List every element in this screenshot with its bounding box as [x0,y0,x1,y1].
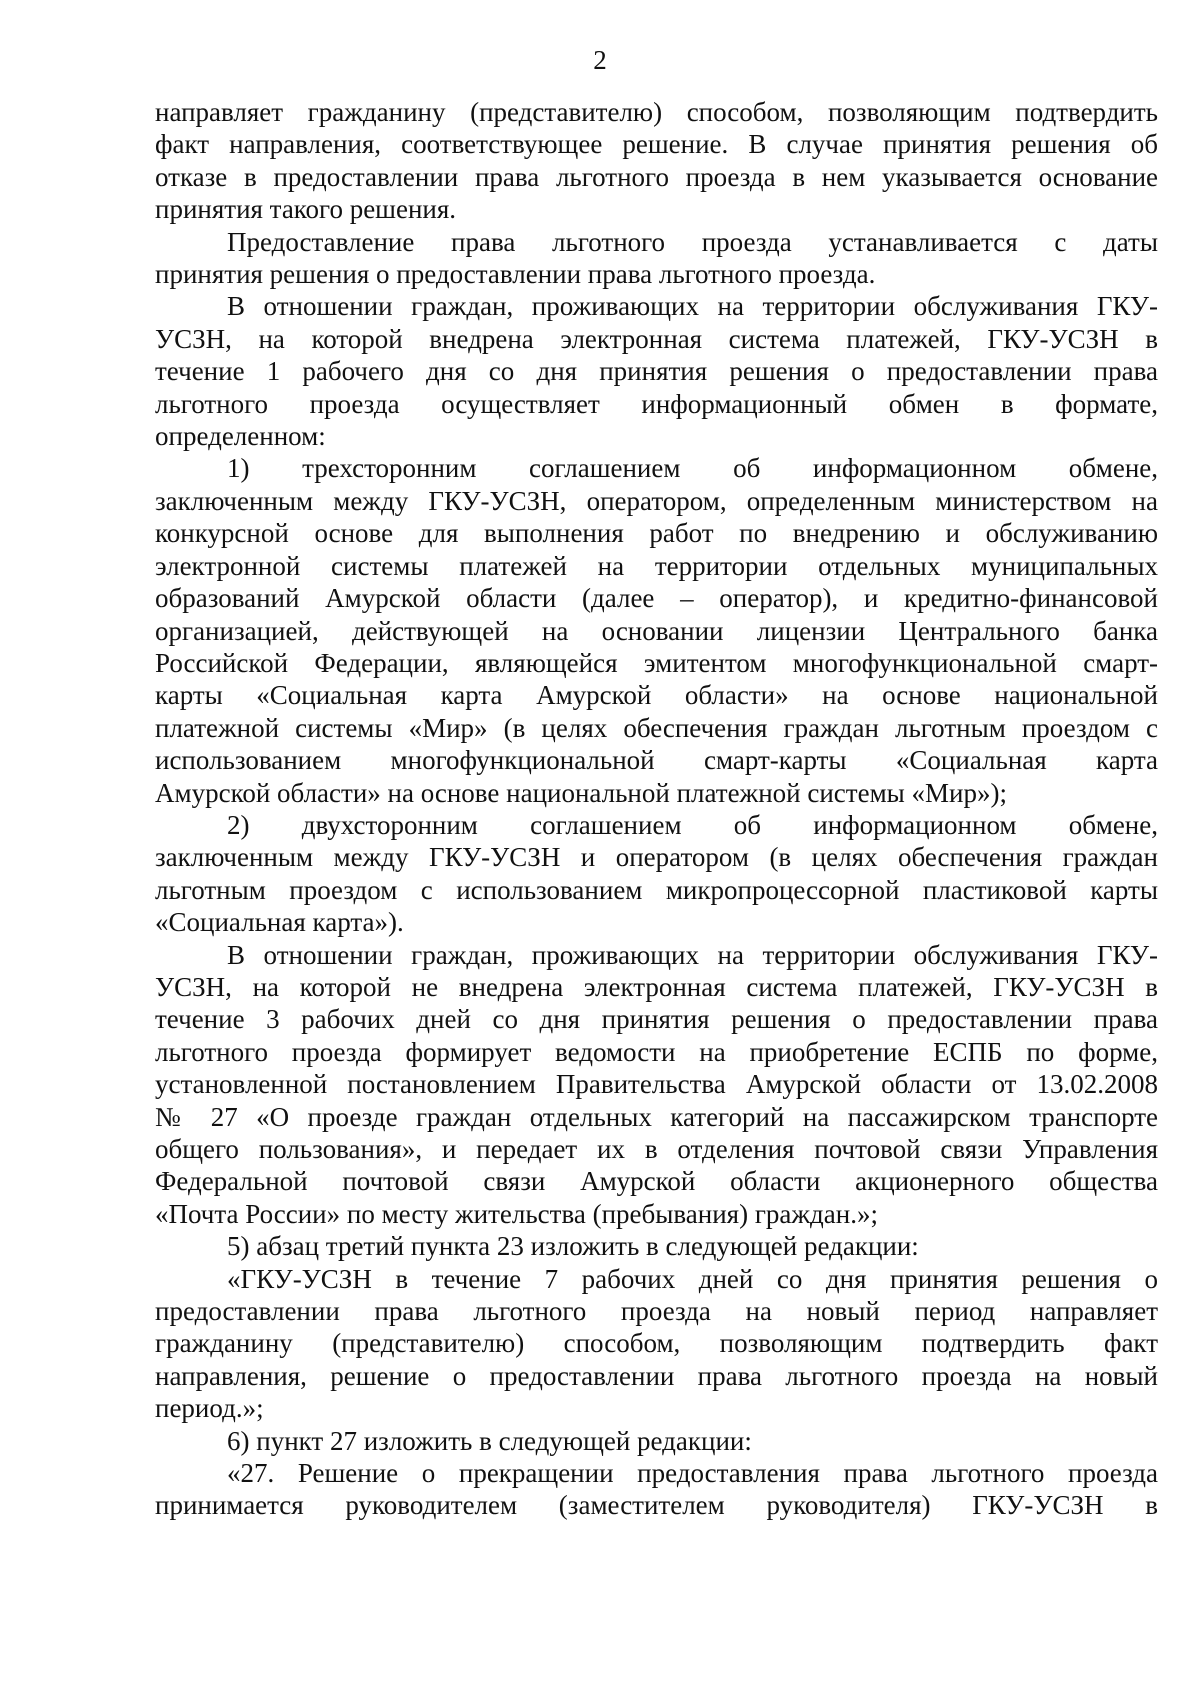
text-line: «Социальная карта»). [155,907,404,938]
text-line: УСЗН, на которой внедрена электронная система платежей, ГКУ-УСЗН в [155,323,1158,354]
text-line: принятия такого решения. [155,194,457,225]
paragraph [155,939,1158,1231]
text-line: Амурской области» на основе национальной платежной системы «Мир»); [155,777,1007,808]
text-line: организацией, действующей на основании лицензии Центрального банка [155,615,1158,646]
text-line: платежной системы «Мир» (в целях обеспечения граждан льготным проездом с [155,712,1158,743]
paragraph [155,290,1158,452]
text-line: установленной постановлением Правительства Амурской области от 13.02.2008 [155,1069,1158,1100]
text-line: 5) абзац третий пункта 23 изложить в следующей редакции: [227,1231,919,1262]
text-line: УСЗН, на которой не внедрена электронная система платежей, ГКУ-УСЗН в [155,971,1158,1002]
text-line: течение 1 рабочего дня со дня принятия решения о предоставлении права [155,356,1158,387]
text-line: принятия решения о предоставлении права льготного проезда. [155,259,876,290]
text-line: определенном: [155,421,326,452]
text-line: «ГКУ-УСЗН в течение 7 рабочих дней со дня принятия решения о [227,1263,1158,1294]
text-line: «Почта России» по месту жительства (пребывания) граждан.»; [155,1198,878,1229]
text-line: использованием многофункциональной смарт-карты «Социальная карта [155,745,1158,776]
paragraph [155,1425,1158,1457]
text-line: отказе в предоставлении права льготного проезда в нем указывается основание [155,161,1158,192]
text-line: общего пользования», и передает их в отделения почтовой связи Управления [155,1134,1158,1164]
text-line: В отношении граждан, проживающих на территории обслуживания ГКУ- [227,939,1158,970]
text-line: конкурсной основе для выполнения работ по внедрению и обслуживанию [155,518,1158,549]
paragraph [155,809,1158,939]
text-line: льготным проездом с использованием микропроцессорной пластиковой карты [155,874,1158,905]
text-line: период.»; [155,1393,264,1424]
text-line: электронной системы платежей на территории отдельных муниципальных [155,550,1158,581]
text-line: льготного проезда формирует ведомости на приобретение ЕСПБ по форме, [155,1036,1158,1067]
text-line: карты «Социальная карта Амурской области» на основе национальной [155,680,1158,711]
text-line: 2) двухсторонним соглашением об информационном обмене, [227,809,1158,840]
text-line: 6) пункт 27 изложить в следующей редакции: [227,1425,752,1456]
text-line: Предоставление права льготного проезда устанавливается с даты [227,226,1158,257]
page-number: 2 [593,45,607,75]
text-line: заключенным между ГКУ-УСЗН и оператором (в целях обеспечения граждан [155,842,1158,873]
paragraph [155,1263,1158,1425]
text-line: направления, решение о предоставлении права льготного проезда на новый [155,1360,1158,1391]
text-line: факт направления, соответствующее решение. В случае принятия решения об [155,129,1158,160]
text-line: «27. Решение о прекращении предоставления права льготного проезда [227,1458,1158,1489]
paragraph [155,226,1158,291]
text-line: 1) трехсторонним соглашением об информационном обмене, [227,453,1158,484]
text-line: Российской Федерации, являющейся эмитентом многофункциональной смарт- [155,647,1158,678]
text-line: Федеральной почтовой связи Амурской области акционерного общества [155,1166,1158,1197]
paragraph [155,1457,1158,1522]
text-line: предоставлении права льготного проезда на новый период направляет [155,1296,1158,1327]
text-line: направляет гражданину (представителю) способом, позволяющим подтвердить [155,97,1158,127]
text-line: В отношении граждан, проживающих на территории обслуживания ГКУ- [227,291,1158,322]
text-line: № 27 «О проезде граждан отдельных категорий на пассажирском транспорте [155,1101,1158,1132]
text-line: принимается руководителем (заместителем руководителя) ГКУ-УСЗН в [155,1490,1158,1521]
text-line: течение 3 рабочих дней со дня принятия решения о предоставлении права [155,1004,1158,1035]
paragraph [155,96,1158,226]
text-line: образований Амурской области (далее – оператор), и кредитно-финансовой [155,583,1158,614]
text-line: гражданину (представителю) способом, позволяющим подтвердить факт [155,1328,1158,1359]
text-line: льготного проезда осуществляет информационный обмен в формате, [155,388,1158,419]
paragraph [155,452,1158,808]
document-body [155,96,1158,1522]
text-line: заключенным между ГКУ-УСЗН, оператором, определенным министерством на [155,485,1158,516]
paragraph [155,1230,1158,1262]
